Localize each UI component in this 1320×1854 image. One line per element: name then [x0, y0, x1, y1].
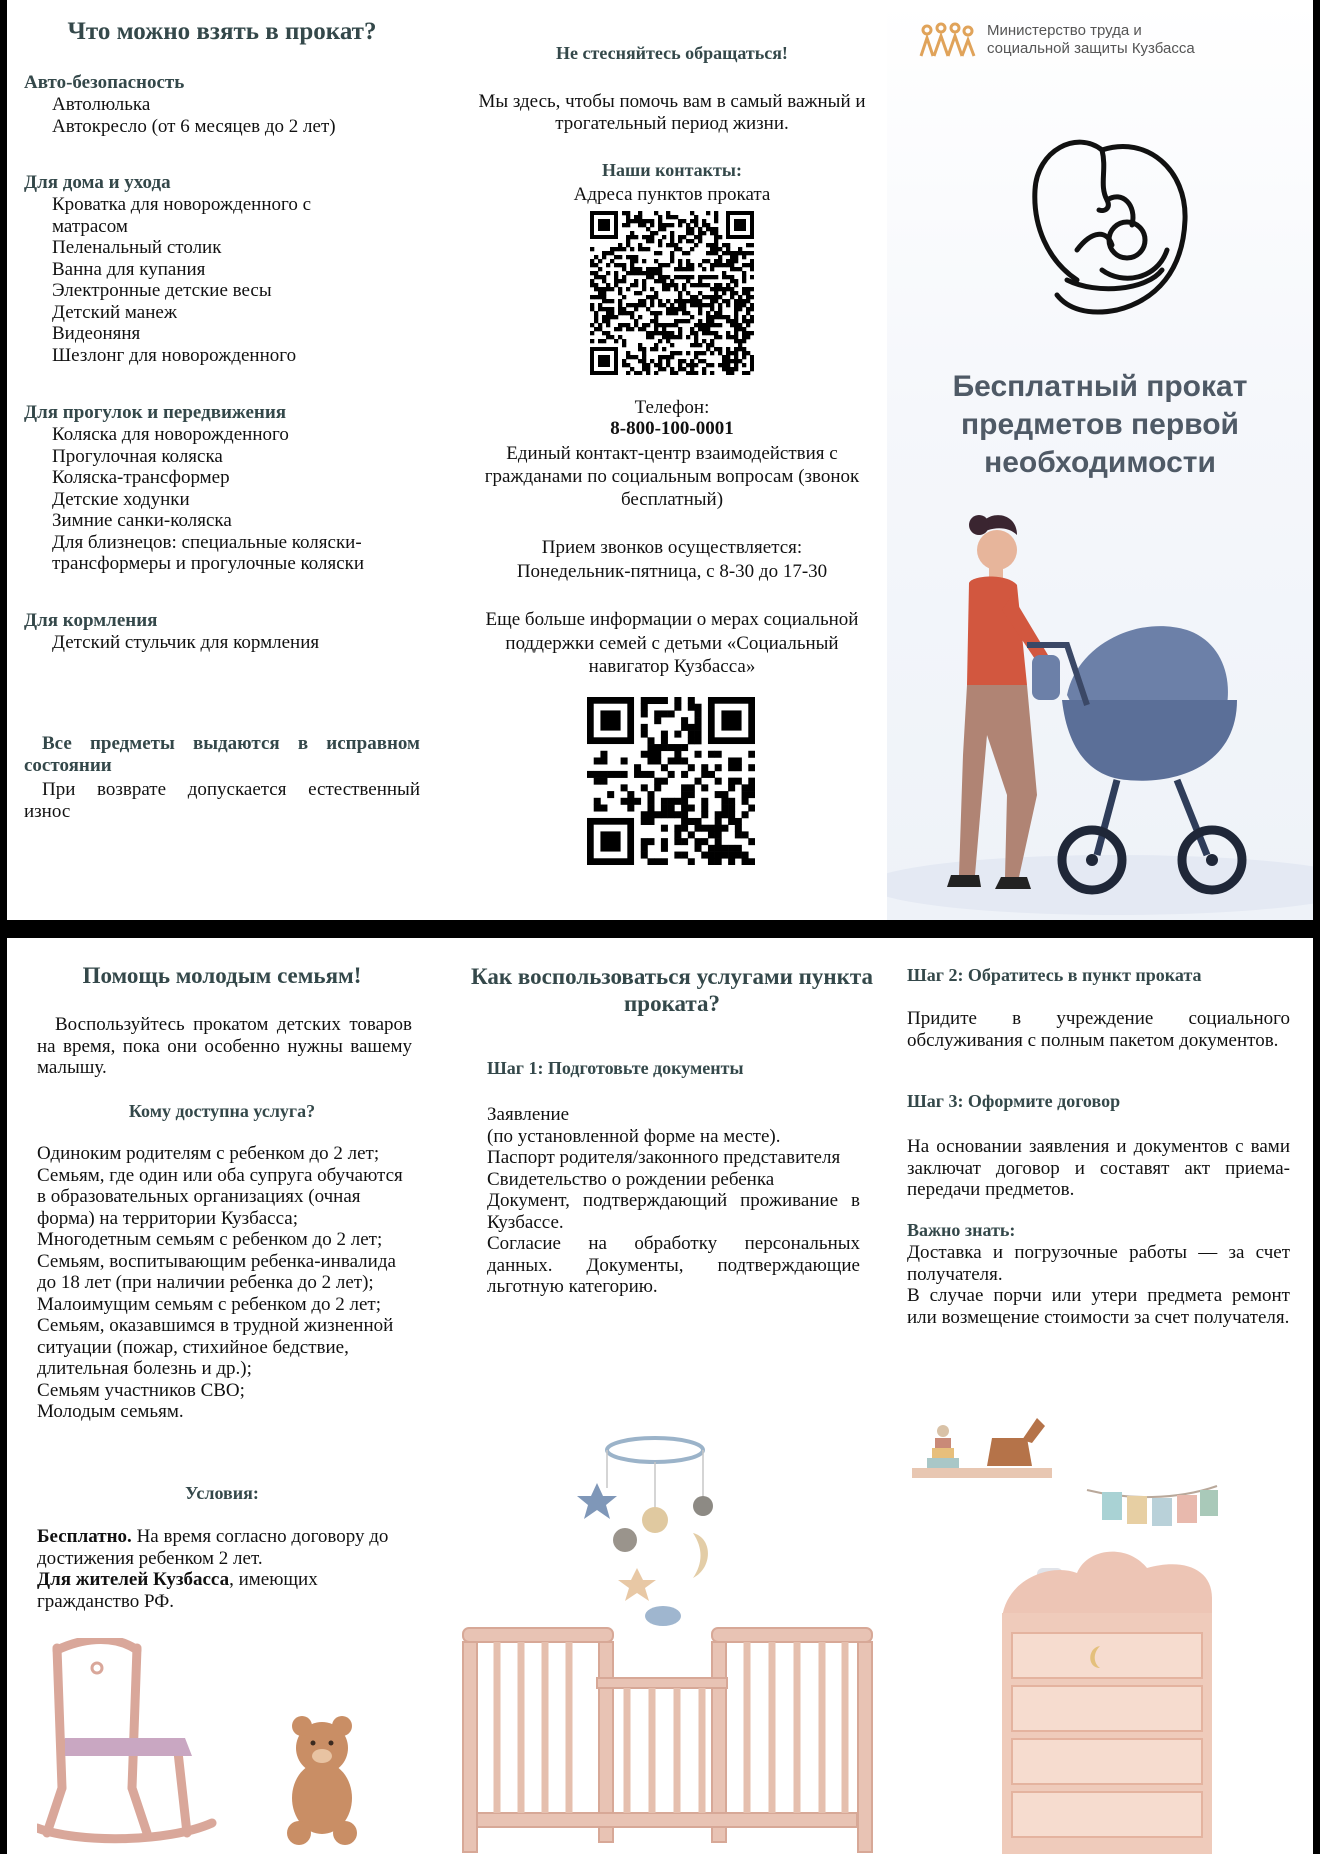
rental-items-title: Что можно взять в прокат? — [67, 18, 377, 45]
step3-text: На основании заявления и документов с вами заключат договор и составят акт приема-передачи предметов. — [907, 1136, 1290, 1200]
phone-number[interactable]: 8-800-100-0001 — [610, 418, 734, 439]
document-line: Паспорт родителя/законного представителя — [487, 1147, 841, 1168]
condition-free-text: На время согласно договору до достижения ребенком 2 лет. — [37, 1526, 389, 1569]
group-auto — [24, 72, 424, 137]
list-item: Семьям, где один или оба супруга обучаются в образовательных организациях (очная форма) на территории Кузбасса; — [37, 1164, 403, 1229]
list-item: Одиноким родителям с ребенком до 2 лет; — [37, 1143, 380, 1164]
step1-heading: Шаг 1: Подготовьте документы — [487, 1058, 744, 1078]
list-item: Видеоняня — [52, 323, 141, 344]
condition-residents-text: , имеющих гражданство РФ. — [37, 1569, 318, 1612]
young-families-column — [7, 938, 437, 1854]
contacts-column — [457, 0, 887, 920]
rocking-chair-teddy-illustration — [37, 1638, 427, 1854]
list-item: Коляска-трансформер — [52, 467, 230, 488]
list-item: Детский манеж — [52, 301, 177, 323]
step1-documents — [487, 1104, 860, 1298]
list-item: Пеленальный столик — [52, 237, 222, 258]
step3-heading: Шаг 3: Оформите договор — [907, 1091, 1121, 1111]
contacts-title: Не стесняйтесь обращаться! — [556, 43, 788, 63]
step2-text: Придите в учреждение социального обслуживания с полным пакетом документов. — [907, 1008, 1290, 1051]
phone-description: Единый контакт-центр взаимодействия с гражданами по социальным вопросам (звонок бесплатный) — [484, 443, 860, 510]
group-heading: Авто-безопасность — [24, 72, 185, 93]
list-item: Автокресло (от 6 месяцев до 2 лет) — [52, 115, 336, 137]
group-home — [24, 172, 344, 366]
list-item: Кроватка для новорожденного с матрасом — [52, 194, 312, 237]
eligibility-list — [37, 1143, 427, 1423]
document-line: Свидетельство о рождении ребенка — [487, 1168, 775, 1190]
condition-note-heading: Все предметы выдаются в исправном состоянии — [24, 733, 420, 776]
ministry-name: Министерство труда и социальной защиты Кузбасса — [987, 22, 1195, 57]
hours-value: Понедельник-пятница, с 8-30 до 17-30 — [516, 561, 828, 582]
brochure-outer-side — [7, 0, 1313, 920]
crib-mobile-illustration — [457, 1428, 887, 1854]
group-feeding — [24, 610, 424, 654]
eligibility-heading: Кому доступна услуга? — [128, 1101, 316, 1121]
group-heading: Для кормления — [24, 610, 158, 631]
condition-free-label: Бесплатно. — [37, 1526, 132, 1547]
contacts-subheading: Адреса пунктов проката — [573, 184, 771, 205]
list-item: Шезлонг для новорожденного — [52, 344, 297, 366]
rental-items-column — [7, 0, 437, 920]
qr-code-navigator[interactable] — [587, 697, 755, 865]
condition-note-text: При возврате допускается естественный износ — [24, 779, 420, 822]
steps-column — [887, 938, 1313, 1854]
list-item: Семьям участников СВО; — [37, 1379, 245, 1401]
young-families-intro: Воспользуйтесь прокатом детских товаров на время, пока они особенно нужны вашему малышу. — [37, 1014, 412, 1078]
how-to-use-column — [457, 938, 887, 1854]
list-item: Детский стульчик для кормления — [52, 632, 320, 653]
list-item: Электронные детские весы — [52, 280, 272, 301]
contacts-intro: Мы здесь, чтобы помочь вам в самый важный и трогательный период жизни. — [478, 91, 866, 134]
list-item: Семьям, оказавшимся в трудной жизненной ситуации (пожар, стихийное бедствие, длительная болезнь и др.); — [37, 1315, 394, 1379]
condition-note — [24, 733, 420, 822]
contacts-heading: Наши контакты: — [602, 160, 742, 180]
conditions-heading: Условия: — [185, 1483, 259, 1503]
how-to-use-title: Как воспользоваться услугами пункта проката? — [471, 964, 873, 1016]
mother-baby-illustration — [1007, 130, 1207, 320]
qr-code-addresses[interactable] — [590, 211, 754, 375]
young-families-title: Помощь молодым семьям! — [82, 963, 362, 988]
document-line: Согласие на обработку персональных данных. Документы, подтверждающие льготную категорию. — [487, 1233, 860, 1297]
phone-label: Телефон: — [634, 397, 710, 418]
condition-residents-label: Для жителей Кузбасса — [37, 1569, 230, 1590]
list-item: Прогулочная коляска — [52, 445, 223, 467]
cover-title: Бесплатный прокат предметов первой необходимости — [952, 370, 1248, 479]
step2-heading: Шаг 2: Обратитесь в пункт проката — [907, 965, 1202, 985]
conditions-text — [37, 1526, 422, 1612]
important-list — [907, 1242, 1290, 1328]
list-item: Коляска для новорожденного — [52, 424, 289, 445]
list-item: Автолюлька — [52, 94, 151, 115]
ministry-emblem-icon — [917, 22, 977, 58]
important-line: В случае порчи или утери предмета ремонт или возмещение стоимости за счет получателя. — [907, 1285, 1290, 1328]
ministry-logo — [917, 22, 1207, 58]
document-line: Заявление — [487, 1104, 570, 1125]
list-item: Малоимущим семьям с ребенком до 2 лет; — [37, 1293, 382, 1315]
group-heading: Для прогулок и передвижения — [24, 402, 287, 423]
list-item: Многодетным семьям с ребенком до 2 лет; — [37, 1229, 383, 1250]
cover-column — [887, 0, 1313, 920]
document-line: Документ, подтверждающий проживание в Кузбассе. — [487, 1190, 860, 1233]
list-item: Семьям, воспитывающим ребенка-инвалида до 18 лет (при наличии ребенка до 2 лет); — [37, 1250, 396, 1293]
document-line: (по установленной форме на месте). — [487, 1125, 781, 1147]
nursery-dresser-illustration — [887, 1368, 1313, 1854]
woman-stroller-illustration — [887, 495, 1313, 920]
list-item: Молодым семьям. — [37, 1401, 184, 1422]
list-item: Для близнецов: специальные коляски-трансформеры и прогулочные коляски — [52, 531, 365, 574]
list-item: Зимние санки-коляска — [52, 510, 232, 531]
group-heading: Для дома и ухода — [24, 172, 171, 193]
important-line: Доставка и погрузочные работы — за счет получателя. — [907, 1242, 1290, 1285]
list-item: Ванна для купания — [52, 258, 206, 280]
hours-label: Прием звонков осуществляется: — [541, 537, 803, 558]
group-walks — [24, 402, 404, 575]
social-navigator-info: Еще больше информации о мерах социальной поддержки семей с детьми «Социальный навигатор Кузбасса» — [485, 609, 859, 677]
important-heading: Важно знать: — [907, 1220, 1016, 1240]
brochure-inner-side — [7, 938, 1313, 1854]
list-item: Детские ходунки — [52, 488, 190, 510]
